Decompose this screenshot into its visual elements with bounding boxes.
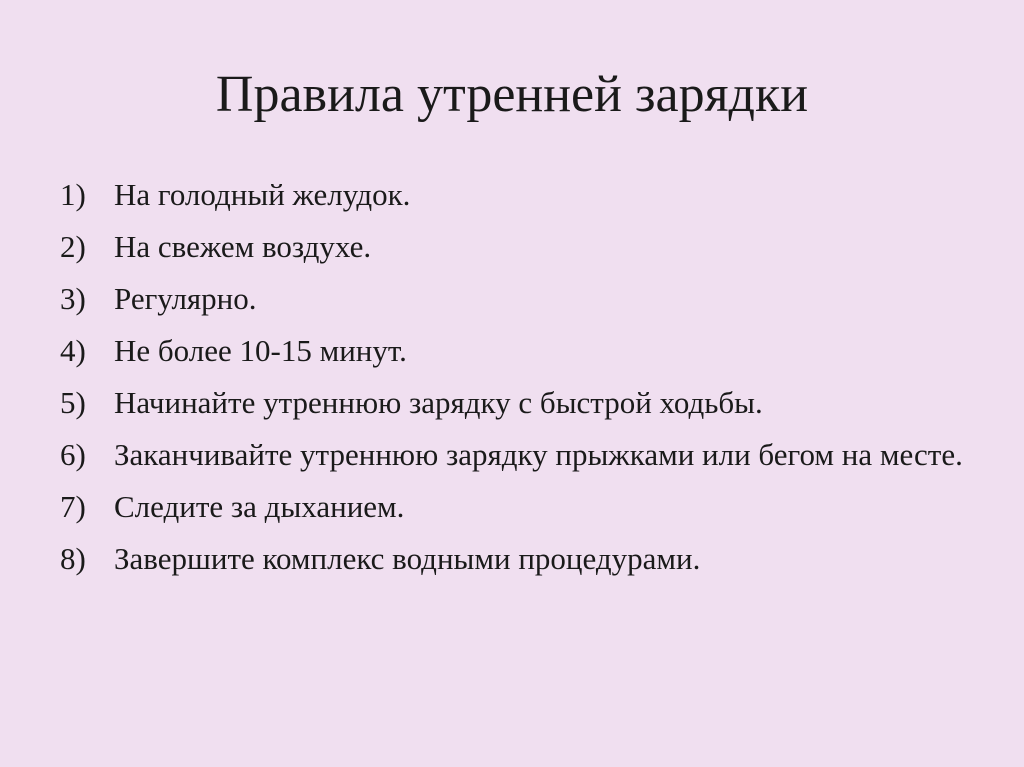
- list-item-text: Завершите комплекс водными процедурами.: [114, 541, 701, 576]
- list-item-text: На голодный желудок.: [114, 177, 411, 212]
- list-item: [60, 488, 970, 525]
- list-item: [60, 384, 970, 421]
- list-item: [60, 332, 970, 369]
- list-item-number: 5): [60, 385, 86, 420]
- list-item: [60, 436, 970, 473]
- list-item-number: 8): [60, 541, 86, 576]
- list-item: [60, 280, 970, 317]
- list-item-text: Заканчивайте утреннюю зарядку прыжками или бегом на месте.: [114, 437, 963, 472]
- slide-title: Правила утренней зарядки: [215, 66, 809, 123]
- list-item-text: Не более 10-15 минут.: [114, 333, 407, 368]
- list-item-text: Следите за дыханием.: [114, 489, 405, 524]
- list-item-number: 4): [60, 333, 86, 368]
- list-item-number: 2): [60, 229, 86, 264]
- list-item: [60, 176, 970, 213]
- rules-list: [60, 176, 970, 592]
- list-item-number: 3): [60, 281, 86, 316]
- list-item-text: Регулярно.: [114, 281, 257, 316]
- list-item-text: На свежем воздухе.: [114, 229, 372, 264]
- list-item-number: 6): [60, 437, 86, 472]
- list-item: [60, 540, 970, 577]
- list-item-number: 1): [60, 177, 86, 212]
- list-item-text: Начинайте утреннюю зарядку с быстрой ходьбы.: [114, 385, 763, 420]
- list-item: [60, 228, 970, 265]
- list-item-number: 7): [60, 489, 86, 524]
